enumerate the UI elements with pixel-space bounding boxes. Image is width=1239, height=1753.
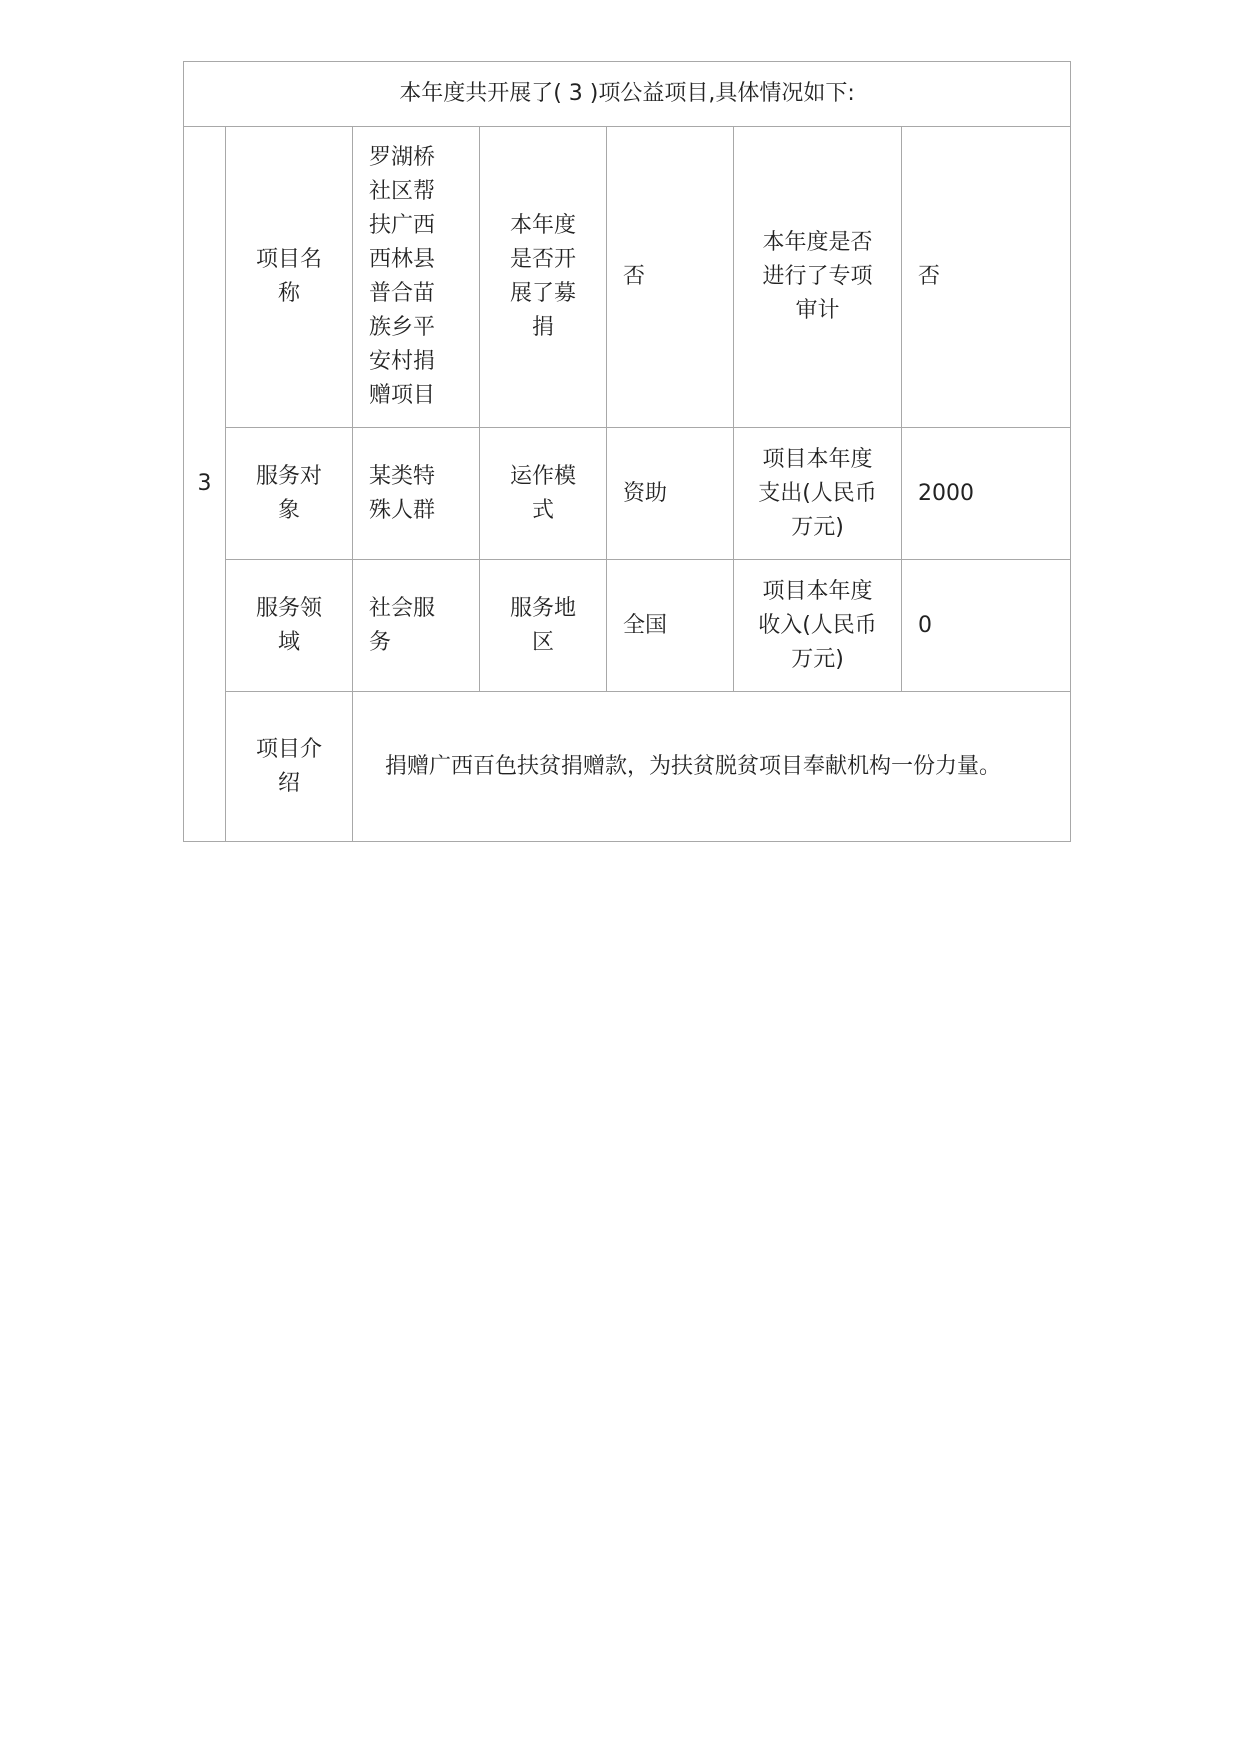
project-intro-label-cell — [226, 692, 353, 842]
service-target-row — [184, 428, 1071, 560]
operation-mode-value: 资助 — [607, 428, 734, 560]
project-intro-label: 项目介绍 — [255, 736, 322, 796]
annual-income-label-cell — [734, 560, 902, 692]
service-domain-label: 服务领域 — [255, 595, 322, 655]
audit-label-cell — [734, 127, 902, 428]
project-intro-value: 捐赠广西百色扶贫捐赠款，为扶贫脱贫项目奉献机构一份力量。 — [385, 754, 1002, 779]
project-name-value: 罗湖桥社区帮扶广西西林县普合苗族乡平安村捐赠项目 — [369, 145, 436, 408]
annual-income-label: 项目本年度收入(人民币万元) — [758, 578, 877, 672]
service-region-label: 服务地区 — [509, 595, 576, 655]
service-domain-value-cell — [353, 560, 480, 692]
annual-expense-label-cell — [734, 428, 902, 560]
fundraise-value: 否 — [607, 127, 734, 428]
project-index: 3 — [184, 127, 226, 842]
audit-label: 本年度是否进行了专项审计 — [762, 230, 873, 323]
service-domain-label-cell — [226, 560, 353, 692]
project-name-row — [184, 127, 1071, 428]
fundraise-label-cell — [480, 127, 607, 428]
service-target-value-cell — [353, 428, 480, 560]
project-name-value-cell — [353, 127, 480, 428]
service-target-value: 某类特殊人群 — [369, 463, 436, 523]
operation-mode-label: 运作模式 — [509, 463, 576, 523]
service-region-label-cell — [480, 560, 607, 692]
fundraise-label: 本年度是否开展了募捐 — [509, 213, 576, 340]
service-domain-row — [184, 560, 1071, 692]
service-region-value: 全国 — [607, 560, 734, 692]
operation-mode-label-cell — [480, 428, 607, 560]
table-header-row — [184, 62, 1071, 127]
annual-expense-label: 项目本年度支出(人民币万元) — [758, 446, 877, 540]
project-name-label: 项目名称 — [255, 247, 322, 306]
project-intro-value-cell — [353, 692, 1071, 842]
service-target-label: 服务对象 — [255, 463, 322, 523]
service-target-label-cell — [226, 428, 353, 560]
service-domain-value: 社会服务 — [369, 595, 436, 655]
annual-expense-value: 2000 — [902, 428, 1071, 560]
public-welfare-projects-table — [183, 61, 1071, 842]
annual-income-value: 0 — [902, 560, 1071, 692]
audit-value: 否 — [902, 127, 1071, 428]
project-name-label-cell — [226, 127, 353, 428]
project-intro-row — [184, 692, 1071, 842]
projects-summary-heading: 本年度共开展了( 3 )项公益项目,具体情况如下: — [184, 62, 1071, 127]
